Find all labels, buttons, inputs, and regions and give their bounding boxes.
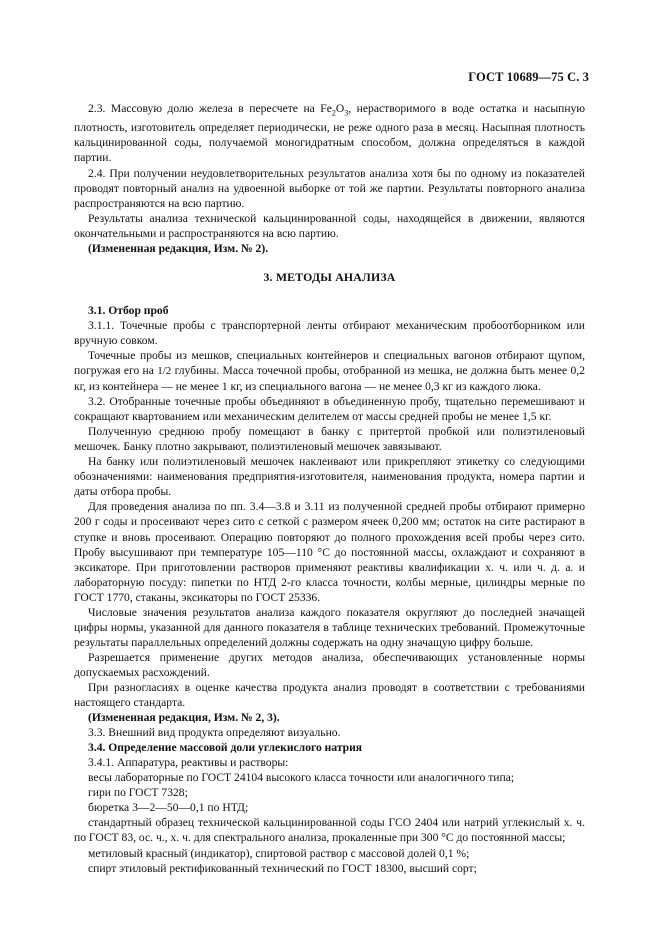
revision-note: (Измененная редакция, Изм. № 2).	[88, 241, 269, 255]
list-item: стандартный образец технической кальцинированной соды ГСО 2404 или натрий углекислый х. ч. по ГОСТ 83, ос. ч., х. ч. для спектрального анализа, прокаленные при 300 °С до постоянной массы;	[74, 816, 585, 845]
paragraph-2-4: 2.4. При получении неудовлетворительных результатов анализа хотя бы по одному из показателей проводят повторный анализ на удвоенной выборке от той же партии. Результаты повторного анализа распространяются на всю партию.	[74, 166, 585, 210]
formula-subscript: 3	[344, 108, 349, 118]
section-title: 3. МЕТОДЫ АНАЛИЗА	[263, 269, 396, 284]
paragraph-preparation: Для проведения анализа по пп. 3.4—3.8 и 3.11 из полученной средней пробы отбирают примерно 200 г соды и просеивают через сито с сеткой с размером ячеек 0,200 мм; остаток на сите растирают в ступке и вновь просеивают. Операцию повторяют до полного прохождения всей пробы через сито. Пробу высушивают при температуре 105—110 °С до постоянной массы, охлаждают и сохраняют в эксикаторе. При приготовлении растворов применяют реактивы квалификации х. ч. или ч. д. а. и лабораторную посуду: пипетки по НТД 2-го класса точности, колбы мерные, цилиндры мерные по ГОСТ 1770, стаканы, эксикаторы по ГОСТ 25336.	[74, 500, 585, 604]
revision-note: (Измененная редакция, Изм. № 2, 3).	[88, 711, 280, 725]
paragraph-3-4-1: 3.4.1. Аппаратура, реактивы и растворы:	[88, 756, 289, 770]
formula-oxygen: O	[335, 102, 345, 115]
paragraph-allowed-methods: Разрешается применение других методов анализа, обеспечивающих установленные нормы допускаемых расхождений.	[74, 650, 585, 679]
document-body	[74, 101, 585, 876]
paragraph-average-sample: Полученную среднюю пробу помещают в банку с притертой пробкой или полиэтиленовый мешочек. Банку плотно закрывают, полиэтиленовый мешочек завязывают.	[74, 425, 585, 454]
paragraph-disputes: При разногласиях в оценке качества продукта анализ проводят в соответствии с требованиями настоящего стандарта.	[74, 681, 585, 710]
subsection-3-4-heading: 3.4. Определение массовой доли углекислого натрия	[88, 741, 363, 755]
paragraph-bags	[74, 348, 585, 394]
paragraph-2-3-tail: , нерастворимого в воде остатка и насыпную плотность, изготовитель определяет периодически, не реже одного раза в месяц. Насыпная плотность кальцинированной соды, получаемой моногидратным способом, должна определяться в каждой партии.	[74, 102, 585, 165]
paragraph-2-3	[74, 101, 585, 166]
list-item: бюретка 3—2—50—0,1 по НТД;	[88, 801, 249, 815]
list-item: весы лабораторные по ГОСТ 24104 высокого класса точности или аналогичного типа;	[88, 771, 515, 785]
paragraph-label: На банку или полиэтиленовый мешочек наклеивают или прикрепляют этикетку со следующими обозначениями: наименования предприятия-изготовителя, наименования продукта, номера партии и даты отбора пробы.	[74, 455, 585, 499]
paragraph-2-3-text: 2.3. Массовую долю железа в пересчете на Fe	[88, 102, 332, 115]
paragraph-3-1-1: 3.1.1. Точечные пробы с транспортерной ленты отбирают механическим пробоотборником или вручную совком.	[74, 318, 585, 347]
paragraph-3-3: 3.3. Внешний вид продукта определяют визуально.	[88, 726, 341, 740]
list-item: гири по ГОСТ 7328;	[88, 786, 188, 800]
paragraph-bags-text: Точечные пробы из мешков, специальных контейнеров и специальных вагонов отбирают щупом, погружая его на	[74, 348, 585, 378]
list-item: спирт этиловый ректификованный технический по ГОСТ 18300, высший сорт;	[88, 861, 477, 875]
formula-subscript: 2	[331, 108, 336, 118]
subsection-3-1-heading: 3.1. Отбор проб	[88, 303, 169, 317]
page-header: ГОСТ 10689—75 С. 3	[468, 70, 589, 84]
paragraph-3-2: 3.2. Отобранные точечные пробы объединяют в объединенную пробу, тщательно перемешивают и сокращают квартованием или механическим делителем от массы средней пробы не менее 1,5 кг.	[74, 395, 585, 424]
list-item: метиловый красный (индикатор), спиртовой раствор с массовой долей 0,1 %;	[88, 846, 470, 860]
paragraph-rounding: Числовые значения результатов анализа каждого показателя округляют до последней значащей цифры нормы, указанной для данного показателя в таблице технических требований. Промежуточные результаты параллельных определений должны содержать на одну значащую цифру больше.	[74, 605, 585, 649]
fraction: 1/2	[157, 365, 172, 378]
paragraph-bags-tail: глубины. Масса точечной пробы, отобранной из мешка, не должна быть менее 0,2 кг, из контейнера — не менее 1 кг, из специального вагона — не менее 0,3 кг из каждого люка.	[74, 364, 586, 394]
paragraph-2-4b: Результаты анализа технической кальцинированной соды, находящейся в движении, являются окончательными и распространяются на всю партию.	[74, 211, 585, 240]
